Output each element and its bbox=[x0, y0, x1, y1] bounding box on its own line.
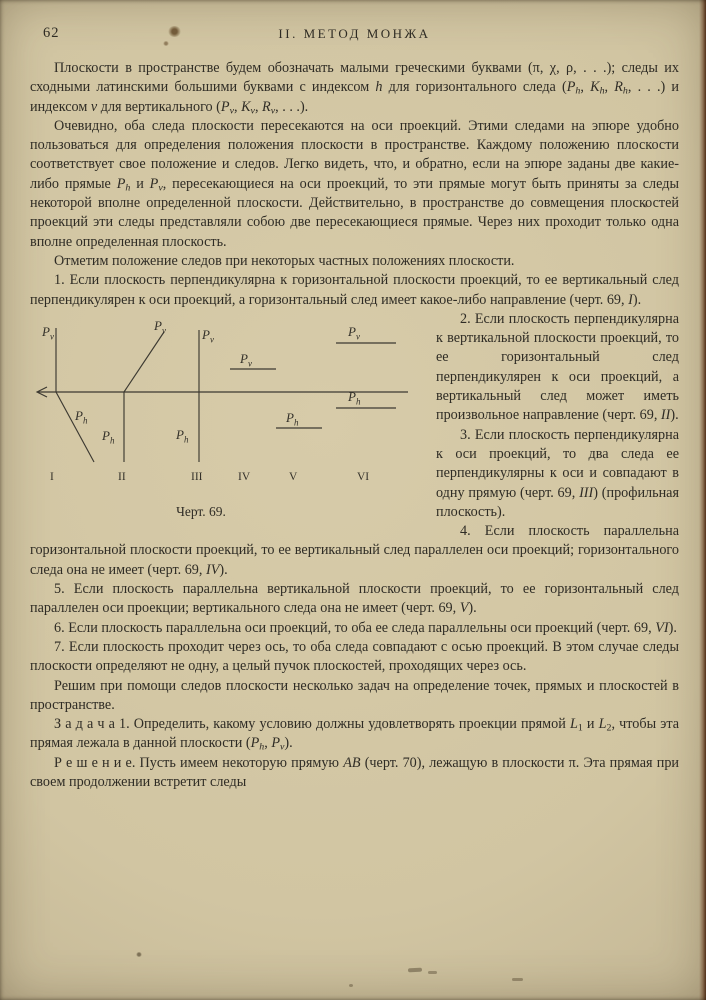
paragraph-3: Отметим положение следов при некоторых частных положениях плоскости. bbox=[54, 252, 515, 269]
trace-label-pv-6: $P_v$ bbox=[348, 323, 360, 342]
page-edge bbox=[699, 0, 706, 1000]
figure-69-diagram bbox=[34, 316, 422, 494]
trace-label-pv-3: $P_v$ bbox=[202, 326, 214, 345]
figure-chert-69 bbox=[34, 316, 426, 522]
trace-label-ph-5: $P_h$ bbox=[286, 409, 299, 428]
trace-label-pv-2: $P_v$ bbox=[154, 317, 166, 336]
paragraph-item-6: 6. Если плоскость параллельна оси проекций, то оба ее следа параллельны оси проекций (черт. 69, VI). bbox=[54, 619, 677, 636]
trace-label-ph-2: $P_h$ bbox=[102, 427, 115, 446]
trace-pv-case2-line bbox=[124, 332, 164, 392]
trace-ph-case1-line bbox=[56, 392, 94, 462]
figure-caption: Черт. 69. bbox=[176, 504, 226, 520]
chapter-title: II. МЕТОД МОНЖА bbox=[278, 26, 431, 41]
trace-label-ph-6: $P_h$ bbox=[348, 388, 361, 407]
paragraph-1: Плоскости в пространстве будем обозначать малыми греческими буквами (π, χ, ρ, . . .); следы их сходными латинскими большими буквами с индексом h для горизонтального следа ($P_h$, $K_h$, $R_h$, . . .) и индексом v для вертикального ($P_v$, $K_v$, $R_v$, . . .). bbox=[30, 60, 680, 117]
case-numeral-1: I bbox=[50, 470, 54, 483]
paragraph-item-2: 2. Если плоскость перпендикулярна к вертикальной плоскости проекций, то ее горизонтальный след перпендикулярен к оси проекций, а вертикальный след может иметь произвольное направление (черт. 69, II). bbox=[436, 310, 679, 424]
case-numeral-4: IV bbox=[238, 470, 251, 483]
page-number: 62 bbox=[43, 25, 60, 41]
paragraph-2: Очевидно, оба следа плоскости пересекаются на оси проекций. Этими следами на эпюре удобно пользоваться для определения положения плоскости в пространстве. Каждому положению плоскости соответствует свое положение и следов. Легко видеть, что, и обратно, если на эпюре заданы две какие-либо прямые $P_h$ и $P_v$, пересекающиеся на оси проекций, то эти прямые могут быть приняты за следы некоторой вполне определенной плоскости. Действительно, в пространстве до совмещения плоскостей проекций эти следы представляли собою две пересекающиеся прямые. Через них проходит только одна вполне определенная плоскость. bbox=[30, 117, 679, 250]
page-content bbox=[30, 24, 679, 986]
paragraph-item-1: 1. Если плоскость перпендикулярна к горизонтальной плоскости проекций, то ее вертикальный след перпендикулярен к оси проекций, а горизонтальный след имеет какое-либо направление (черт. 69, I). bbox=[30, 272, 679, 308]
paragraph-task-1: З а д а ч а 1. Определить, какому условию должны удовлетворять проекции прямой $L_1$ и $L_2$, чтобы эта прямая лежала в данной плоскости ($P_h$, $P_v$). bbox=[30, 716, 679, 753]
case-numeral-6: VI bbox=[357, 470, 370, 483]
case-numeral-3: III bbox=[191, 470, 203, 483]
running-head bbox=[30, 24, 679, 46]
trace-label-pv-4: $P_v$ bbox=[240, 350, 252, 369]
case-numeral-5: V bbox=[289, 470, 298, 483]
paragraph-item-7: 7. Если плоскость проходит через ось, то оба следа совпадают с осью проекций. В этом случае следы плоскости определяют не одну, а целый пучок плоскостей, проходящих через ось. bbox=[30, 638, 679, 675]
paragraph-item-4: 4. Если плоскость параллельна горизонтальной плоскости проекций, то ее вертикальный след параллелен оси проекций; горизонтального следа она не имеет (черт. 69, IV). bbox=[30, 523, 679, 578]
trace-label-ph-3: $P_h$ bbox=[176, 426, 189, 445]
paragraph-solution: Р е ш е н и е. Пусть имеем некоторую прямую AB (черт. 70), лежащую в плоскости π. Эта прямая при своем продолжении встретит следы bbox=[30, 754, 680, 790]
trace-label-pv-1: $P_v$ bbox=[42, 323, 54, 342]
body-text bbox=[30, 59, 679, 792]
trace-label-ph-1: $P_h$ bbox=[75, 407, 88, 426]
paragraph-item-3: 3. Если плоскость перпендикулярна к оси проекций, то два следа ее перпендикулярны к оси и совпадают в одну прямую (черт. 69, III) (профильная плоскость). bbox=[436, 426, 680, 520]
case-numeral-2: II bbox=[118, 470, 126, 483]
paragraph-11: Решим при помощи следов плоскости несколько задач на определение точек, прямых и плоскостей в пространстве. bbox=[30, 677, 679, 713]
paragraph-item-5: 5. Если плоскость параллельна вертикальной плоскости проекций, то ее горизонтальный след параллелен оси проекции; вертикального следа она не имеет (черт. 69, V). bbox=[30, 581, 679, 617]
